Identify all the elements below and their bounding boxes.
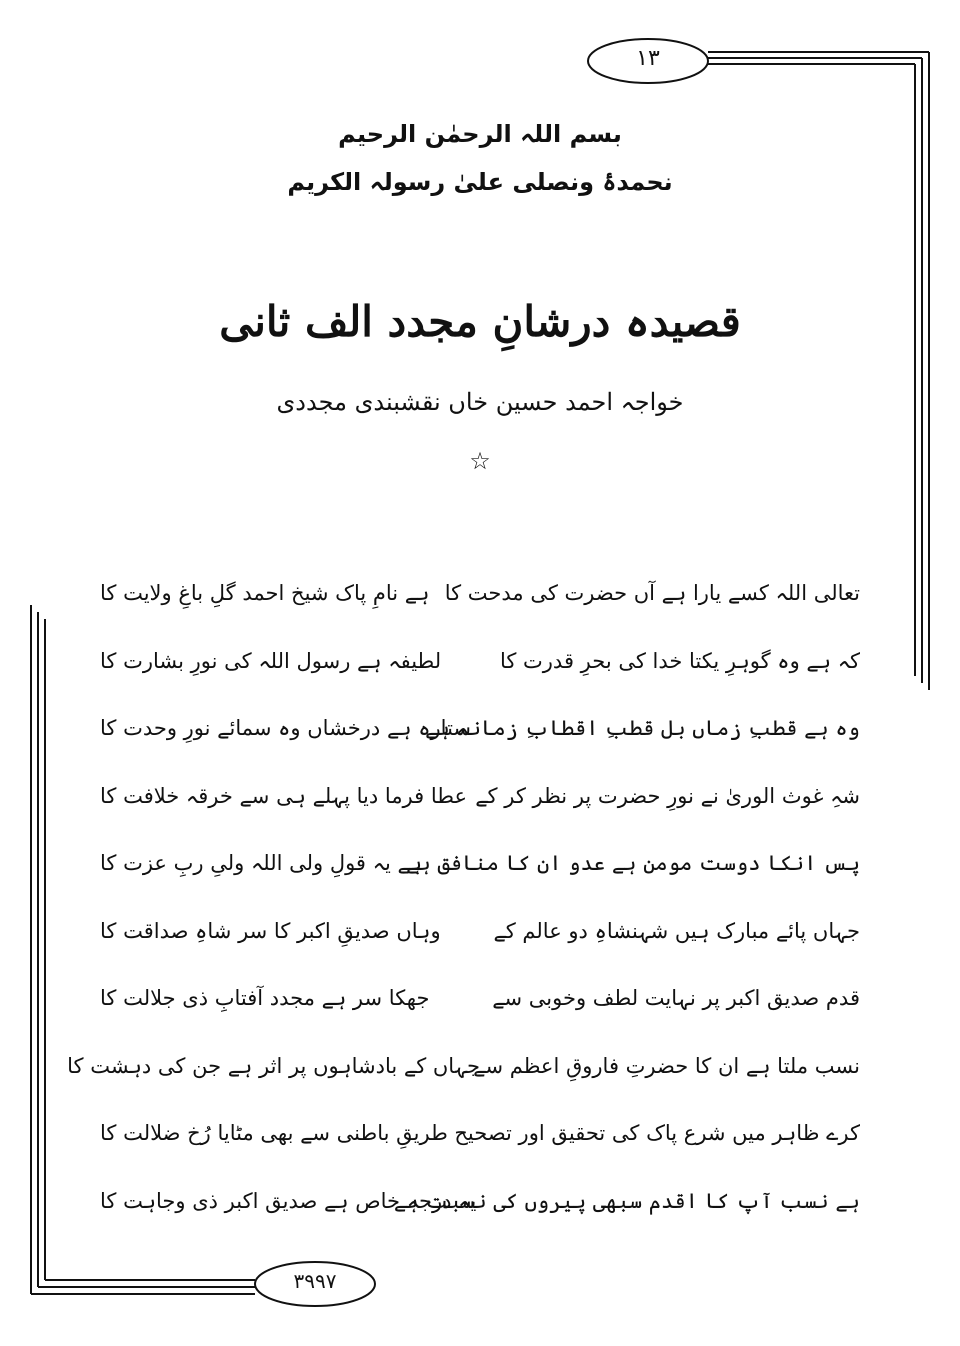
verse-second-hemistich: ہے نامِ پاک شیخ احمد گلِ باغِ ولایت کا	[100, 581, 430, 605]
verse-second-hemistich: ہے یہ قولِ ولی اللہ ولیِ ربِ عزت کا	[100, 851, 423, 875]
poem-title: قصیدہ درشانِ مجدد الف ثانی	[219, 297, 741, 346]
star-ornament: ☆	[469, 447, 491, 475]
top-page-number: ۱۳	[636, 46, 660, 71]
verse-first-hemistich: جہاں پائے مبارک ہیں شہنشاہِ دو عالم کے	[493, 919, 860, 943]
basmala-line: بسم اللہ الرحمٰن الرحیم	[338, 120, 622, 148]
verse-first-hemistich: کرے ظاہر میں شرع پاک کی تحقیق اور تصحیح	[454, 1121, 860, 1145]
verse-second-hemistich: ستارہ ہے درخشاں وہ سمائے نورِ وحدت کا	[100, 716, 472, 740]
bottom-page-number: ۳۹۹۷	[293, 1269, 337, 1293]
verse-first-hemistich: ہے نسب آپ کا اقدم سبھی پیروں کی نسبت ہے	[393, 1189, 860, 1213]
verse-second-hemistich: جہاں کے بادشاہوں پر اثر ہے جن کی دہشت کا	[67, 1054, 480, 1078]
poem-author: خواجہ احمد حسین خاں نقشبندی مجددی	[276, 388, 684, 416]
verse-second-hemistich: وہاں صدیقِ اکبر کا سر شاہِ صداقت کا	[100, 919, 441, 943]
verse-second-hemistich: لطیفہ ہے رسول اللہ کی نورِ بشارت کا	[100, 649, 442, 673]
verse-first-hemistich: قدم صدیق اکبر پر نہایت لطف وخوبی سے	[492, 986, 860, 1010]
verse-second-hemistich: یہ درجہ خاص ہے صدیق اکبر ذی وجاہت کا	[100, 1189, 477, 1213]
verse-first-hemistich: وہ ہے قطبِ زماں بل قطبِ اقطابِ زمانہ ہے	[425, 716, 860, 740]
verse-first-hemistich: تعالی اللہ کسے یارا ہے آں حضرت کی مدحت کا	[444, 581, 860, 605]
verse-first-hemistich: پس انکا دوست مومن ہے عدو ان کا منافق ہے	[406, 851, 860, 875]
praise-line: نحمدۂ ونصلی علیٰ رسولہ الکریم	[287, 168, 673, 196]
verse-second-hemistich: عطا فرما دیا پہلے ہی سے خرقہ خلافت کا	[100, 784, 468, 808]
verse-second-hemistich: جھکا سر ہے مجدد آفتابِ ذی جلالت کا	[100, 986, 430, 1010]
verse-second-hemistich: طریقِ باطنی سے بھی مٹایا رُخ ضلالت کا	[100, 1121, 448, 1145]
verse-first-hemistich: کہ ہے وہ گوہرِ یکتا خدا کی بحرِ قدرت کا	[499, 649, 860, 673]
verse-first-hemistich: نسب ملتا ہے ان کا حضرتِ فاروقِ اعظم سے	[473, 1054, 860, 1078]
verse-first-hemistich: شہِ غوث الوریٰ نے نورِ حضرت پر نظر کر کے	[475, 784, 860, 808]
